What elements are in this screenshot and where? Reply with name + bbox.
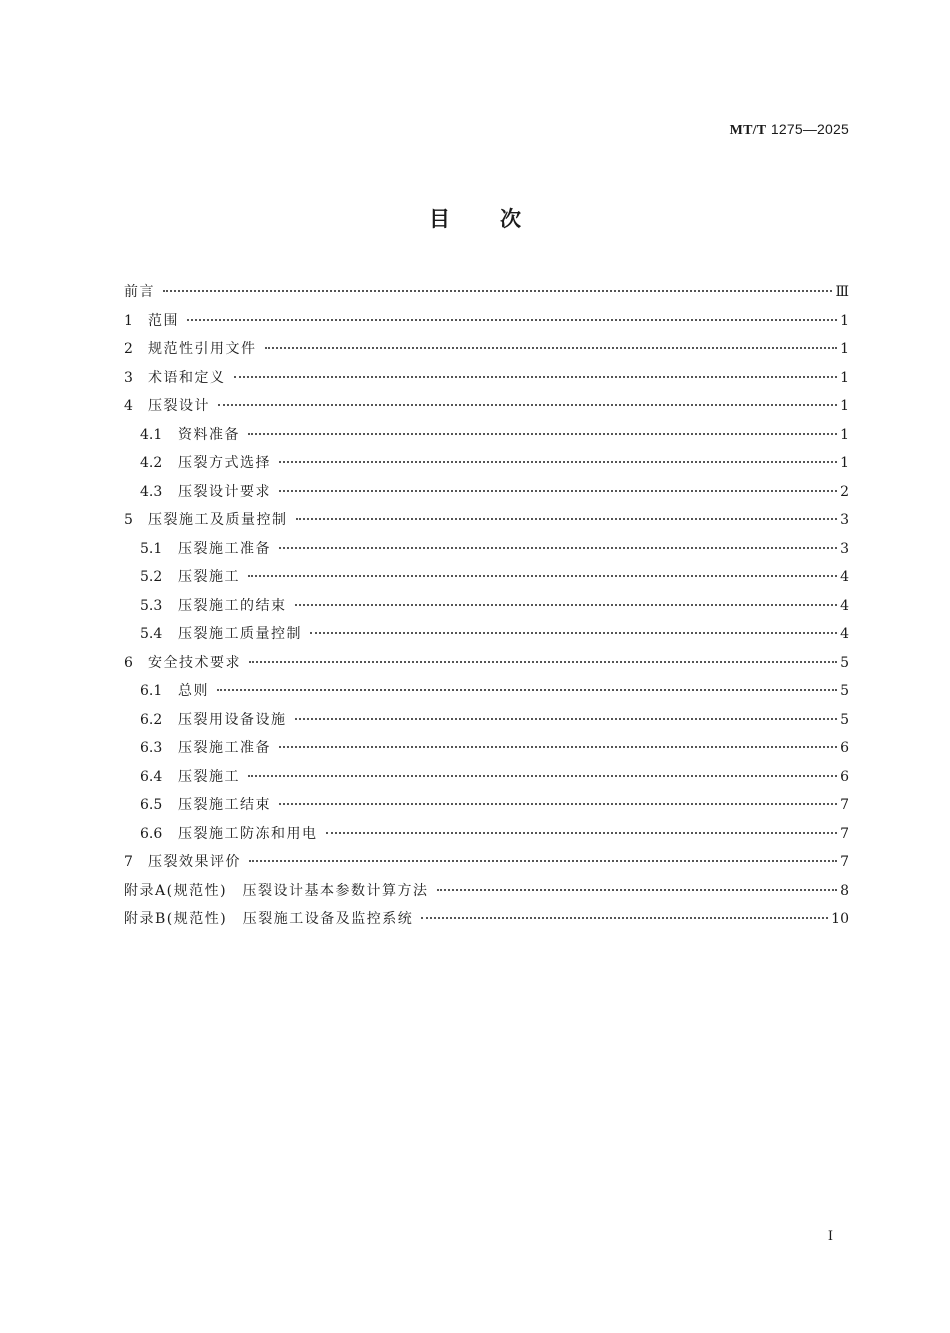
toc-entry-page: 1 <box>840 426 849 443</box>
toc-dot-leader <box>187 319 837 321</box>
toc-entry-number: 7 <box>124 854 133 870</box>
toc-dot-leader <box>295 604 838 606</box>
toc-title: 目次 <box>429 207 571 231</box>
toc-dot-leader <box>234 376 838 378</box>
toc-entry-page: 10 <box>831 911 849 927</box>
toc-entry[interactable] <box>124 820 849 849</box>
toc-entry-number: 6.3 <box>140 740 163 756</box>
toc-entry[interactable] <box>124 449 849 478</box>
toc-entry-number: 4.2 <box>140 455 163 471</box>
toc-entry-number: 4.3 <box>140 483 163 500</box>
toc-entry-title: 资料准备 <box>178 426 240 443</box>
toc-entry[interactable] <box>124 734 849 763</box>
toc-entry-number: 5.1 <box>140 540 163 557</box>
toc-entry-number: 6.4 <box>140 768 163 785</box>
toc-entry-number: 6 <box>124 654 133 671</box>
document-code-prefix: MT/T <box>729 123 767 138</box>
toc-entry-page: 1 <box>840 369 849 386</box>
toc-entry-page: 3 <box>840 512 849 528</box>
page-number: I <box>827 1229 833 1244</box>
toc-entry-title: 规范性引用文件 <box>148 341 257 357</box>
toc-dot-leader <box>437 889 838 891</box>
toc-entry[interactable] <box>124 649 849 678</box>
toc-entry-page: 1 <box>840 312 849 329</box>
toc-entry[interactable] <box>124 877 849 906</box>
toc-entry[interactable] <box>124 506 849 535</box>
toc-entry-number: 5.3 <box>140 597 163 614</box>
toc-entry[interactable] <box>124 763 849 792</box>
toc-entry-title: 压裂施工防冻和用电 <box>178 825 318 842</box>
toc-dot-leader <box>217 689 837 691</box>
toc-entry-title: 压裂设计要求 <box>178 483 271 500</box>
toc-entry-page: 5 <box>840 711 849 728</box>
toc-dot-leader <box>163 290 832 292</box>
toc-dot-leader <box>249 860 837 862</box>
toc-entry-number: 5.2 <box>140 569 163 585</box>
toc-dot-leader <box>248 575 837 577</box>
toc-entry-number: 4.1 <box>140 426 163 443</box>
toc-entry-title: 压裂施工结束 <box>178 797 271 813</box>
toc-entry[interactable] <box>124 848 849 877</box>
toc-entry[interactable] <box>124 592 849 621</box>
toc-dot-leader <box>279 490 837 492</box>
toc-entry-title: 压裂施工 <box>178 768 240 785</box>
toc-entry[interactable] <box>124 478 849 507</box>
toc-entry[interactable] <box>124 791 849 820</box>
toc-entry-page: 4 <box>840 626 849 642</box>
toc-entry-page: 1 <box>840 455 849 471</box>
toc-entry[interactable] <box>124 335 849 364</box>
toc-dot-leader <box>248 775 837 777</box>
toc-entry-page: 7 <box>840 797 849 813</box>
toc-entry-page: 7 <box>840 825 849 842</box>
toc-entry-page: 6 <box>840 768 849 785</box>
toc-entry-number: 5 <box>124 512 133 528</box>
toc-entry-title: 压裂施工准备 <box>178 540 271 557</box>
toc-entry-number: 1 <box>124 312 133 329</box>
toc-entry[interactable] <box>124 535 849 564</box>
toc-entry-page: 5 <box>840 654 849 671</box>
toc-entry-title: 压裂效果评价 <box>148 854 241 870</box>
toc-entry-title: 压裂方式选择 <box>178 455 271 471</box>
document-code-number: 1275—2025 <box>770 121 849 137</box>
toc-entry[interactable] <box>124 364 849 393</box>
toc-entry-number: 4 <box>124 398 133 414</box>
toc-dot-leader <box>296 518 838 520</box>
toc-entry-number: 6.1 <box>140 683 163 699</box>
toc-entry[interactable] <box>124 307 849 336</box>
toc-dot-leader <box>310 632 837 634</box>
toc-dot-leader <box>279 547 837 549</box>
toc-dot-leader <box>279 461 837 463</box>
toc-entry-page: 2 <box>840 483 849 500</box>
toc-entry[interactable] <box>124 278 849 307</box>
toc-entry-title: 压裂施工准备 <box>178 740 271 756</box>
toc-dot-leader <box>265 347 838 349</box>
toc-entry[interactable] <box>124 620 849 649</box>
toc-dot-leader <box>279 803 837 805</box>
toc-entry-title: 压裂用设备设施 <box>178 711 287 728</box>
toc-entry-page: 3 <box>840 540 849 557</box>
toc-dot-leader <box>295 718 838 720</box>
toc-entry-title: 压裂施工质量控制 <box>178 626 302 642</box>
toc-entry-page: 8 <box>840 882 849 899</box>
toc-entry-number: 2 <box>124 341 133 357</box>
toc-entry[interactable] <box>124 563 849 592</box>
toc-entry-number: 5.4 <box>140 626 163 642</box>
table-of-contents <box>124 278 849 934</box>
toc-entry[interactable] <box>124 392 849 421</box>
toc-entry-title: 范围 <box>148 312 179 329</box>
toc-entry-page: 7 <box>840 854 849 870</box>
toc-dot-leader <box>421 917 828 919</box>
toc-entry[interactable] <box>124 905 849 934</box>
toc-dot-leader <box>248 433 837 435</box>
toc-entry[interactable] <box>124 706 849 735</box>
toc-entry-title: 附录A(规范性) 压裂设计基本参数计算方法 <box>124 882 429 899</box>
toc-dot-leader <box>326 832 838 834</box>
toc-entry-title: 压裂设计 <box>148 398 210 414</box>
toc-entry-number: 6.6 <box>140 825 163 842</box>
toc-entry-page: 5 <box>840 683 849 699</box>
toc-dot-leader <box>218 404 837 406</box>
toc-entry-number: 6.5 <box>140 797 163 813</box>
toc-entry-page: 6 <box>840 740 849 756</box>
document-code <box>730 121 849 139</box>
toc-entry-title: 总则 <box>178 683 209 699</box>
toc-entry[interactable] <box>124 677 849 706</box>
toc-entry-title: 安全技术要求 <box>148 654 241 671</box>
toc-entry-page: 4 <box>840 597 849 614</box>
toc-dot-leader <box>249 661 837 663</box>
toc-entry[interactable] <box>124 421 849 450</box>
toc-entry-page: 4 <box>840 569 849 585</box>
toc-entry-number: 3 <box>124 369 133 386</box>
toc-entry-title: 压裂施工及质量控制 <box>148 512 288 528</box>
toc-entry-title: 附录B(规范性) 压裂施工设备及监控系统 <box>124 911 414 927</box>
toc-entry-title: 压裂施工的结束 <box>178 597 287 614</box>
toc-entry-title: 前言 <box>124 284 155 300</box>
toc-entry-page: Ⅲ <box>835 284 849 300</box>
toc-entry-number: 6.2 <box>140 711 163 728</box>
toc-entry-title: 术语和定义 <box>148 369 226 386</box>
toc-entry-page: 1 <box>840 341 849 357</box>
toc-entry-page: 1 <box>840 398 849 414</box>
toc-entry-title: 压裂施工 <box>178 569 240 585</box>
toc-dot-leader <box>279 746 837 748</box>
